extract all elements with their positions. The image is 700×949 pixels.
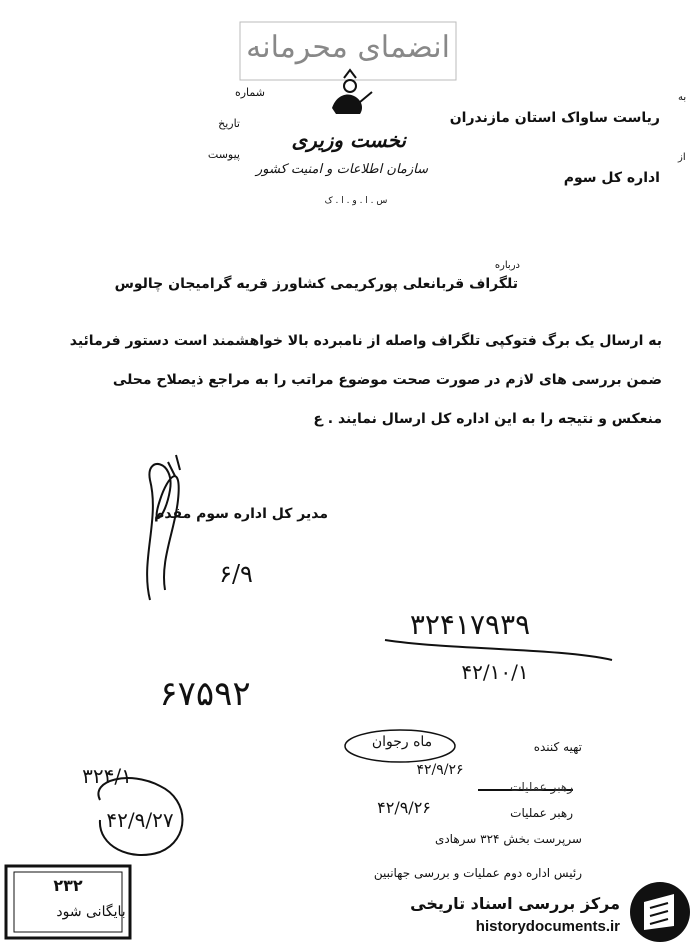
body-line-1: به ارسال یک برگ فتوکپی تلگراف واصله از نامبرده بالا خواهشمند است دستور فرمائید [69,333,662,349]
reference-code: س . ا . و . ا . ک [324,196,388,206]
organization-name: سازمان اطلاعات و امنیت کشور [255,162,428,177]
circle-note-top: ۳۲۴/۱ [82,764,132,788]
head-line: رئیس اداره دوم عملیات و بررسی جهانبین [373,866,582,880]
register-date: ۴۲/۱۰/۱ [461,660,529,684]
left-number: ۶۷۵۹۲ [159,674,251,714]
signature-title: مدیر کل اداره سوم مقدم [154,506,328,522]
supervisor-line: سرپرست بخش ۳۲۴ سرهادی [434,832,582,846]
operations-label: رهبر عملیات [510,806,573,820]
watermark-title: مرکز بررسی اسناد تاریخی [410,894,620,913]
register-underline [385,640,612,660]
lion-and-sun-emblem-icon [332,70,372,114]
archive-stamp-number: ۲۳۲ [53,876,83,895]
from-prefix: از [678,152,686,163]
subject: تلگراف قربانعلی پورکریمی کشاورز قریه گرامیجان چالوس [114,276,518,292]
operations-date: ۴۲/۹/۲۶ [377,798,431,817]
handwritten-date: ۶/۹ [219,560,253,588]
field-date: تاریخ [218,117,240,130]
register-number: ۳۲۴۱۷۹۳۹ [409,608,531,641]
field-number: شماره [234,86,265,99]
watermark-url[interactable]: historydocuments.ir [475,918,620,935]
archive-stamp-note: بایگانی شود [56,904,126,920]
top-handwriting: انضمای محرمانه [246,30,450,65]
body-line-3: منعکس و نتیجه را به این اداره کل ارسال نمایند . ع [313,411,662,427]
recipient: ریاست ساواک استان مازندران [449,110,660,126]
sender: اداره کل سوم [563,170,660,186]
circle-note-bottom: ۴۲/۹/۲۷ [106,808,174,832]
prepared-by-label: تهیه کننده [533,740,582,754]
crossed-out-text: رهبر عملیات [510,780,573,794]
field-attachment: پیوست [207,148,240,161]
signature-marks [168,455,180,476]
body-line-2: ضمن بررسی های لازم در صورت صحت موضوع مراتب را به مراجع ذیصلاح محلی [112,372,662,388]
prepared-by-signature: ماه رجوان [371,734,433,750]
history-documents-logo-icon [630,882,690,942]
emblem-title: نخست وزیری [291,128,406,152]
to-prefix: به [678,92,687,103]
signature-scribble [147,464,179,600]
prepared-date: ۴۲/۹/۲۶ [416,762,464,778]
subject-prefix: درباره [494,260,520,271]
